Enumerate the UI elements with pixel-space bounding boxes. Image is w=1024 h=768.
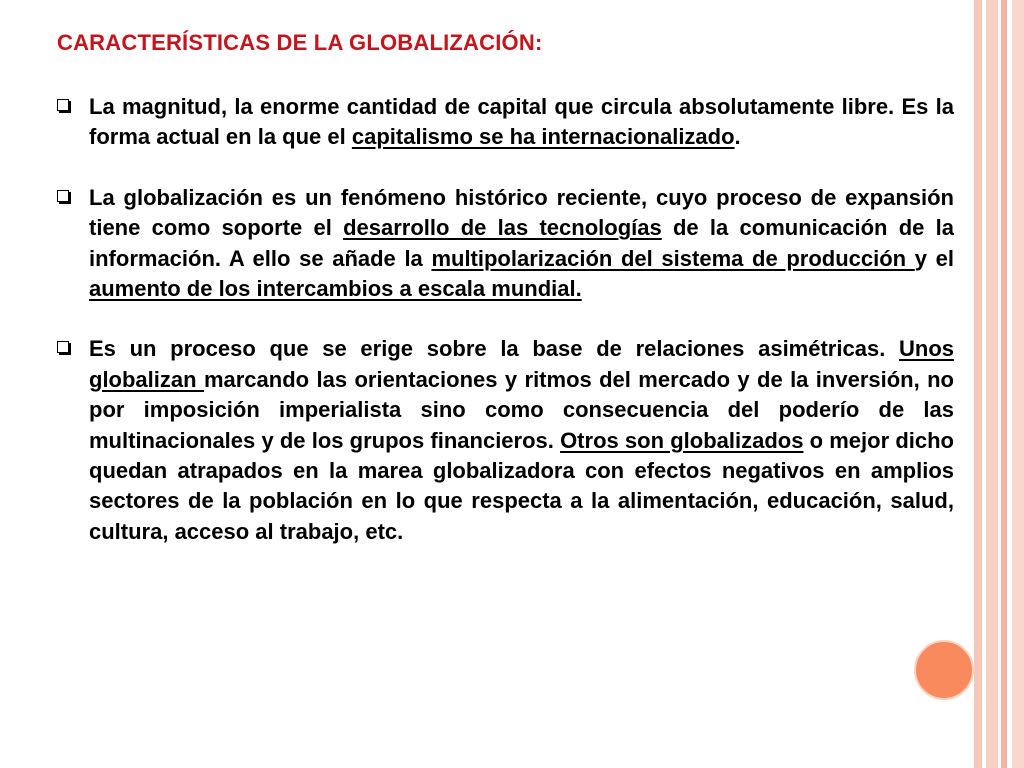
underlined-phrase: aumento de los intercambios a escala mundial. [89, 276, 582, 302]
checkbox-bullet-icon [57, 99, 69, 111]
bullet-text-segment: La magnitud, la enorme cantidad de capital que circula absolutamente libre. Es la forma actual en la que el [89, 94, 954, 150]
bullet-text [89, 334, 954, 547]
checkbox-bullet-icon [57, 341, 69, 353]
bullet-item [57, 183, 954, 305]
bullet-list [57, 92, 954, 577]
underlined-phrase: Unos globalizan [89, 336, 954, 392]
slide-title: CARACTERÍSTICAS DE LA GLOBALIZACIÓN: [57, 30, 543, 55]
checkbox-bullet-icon [57, 190, 69, 202]
bullet-text-segment: Es un proceso que se erige sobre la base de relaciones asimétricas. [89, 336, 899, 362]
underlined-phrase: capitalismo se ha internacionalizado [351, 124, 735, 150]
bullet-text-segment: . [734, 124, 741, 150]
underlined-phrase: desarrollo de las tecnologías [343, 215, 662, 241]
decorative-circle [914, 640, 974, 700]
bullet-text-segment: o mejor dicho quedan atrapados en la marea globalizadora con efectos negativos en amplios sectores de la población en lo que respecta a la alimentación, educación, salud, cultura, acceso al trabajo, etc. [89, 427, 954, 544]
stripe-band [986, 0, 998, 768]
bullet-item [57, 92, 954, 153]
bullet-text-segment: y el [914, 245, 954, 271]
bullet-item [57, 334, 954, 547]
underlined-phrase: Otros son globalizados [560, 427, 804, 453]
bullet-text [89, 92, 954, 153]
bullet-text [89, 183, 954, 305]
bullet-text-segment: de la comunicación de la información. A ello se añade la [89, 215, 954, 271]
bullet-text-segment: La globalización es un fenómeno histórico reciente, cuyo proceso de expansión tiene como soporte el [89, 184, 954, 241]
underlined-phrase: multipolarización del sistema de producción [431, 245, 915, 271]
stripe-band [1012, 0, 1024, 768]
bullet-text-segment: marcando las orientaciones y ritmos del mercado y de la inversión, no por imposición imperialista sino como consecuencia del poderío de las multinacionales y de los grupos financieros. [89, 366, 954, 453]
decorative-side-stripes [974, 0, 1024, 768]
stripe-band [974, 0, 982, 768]
